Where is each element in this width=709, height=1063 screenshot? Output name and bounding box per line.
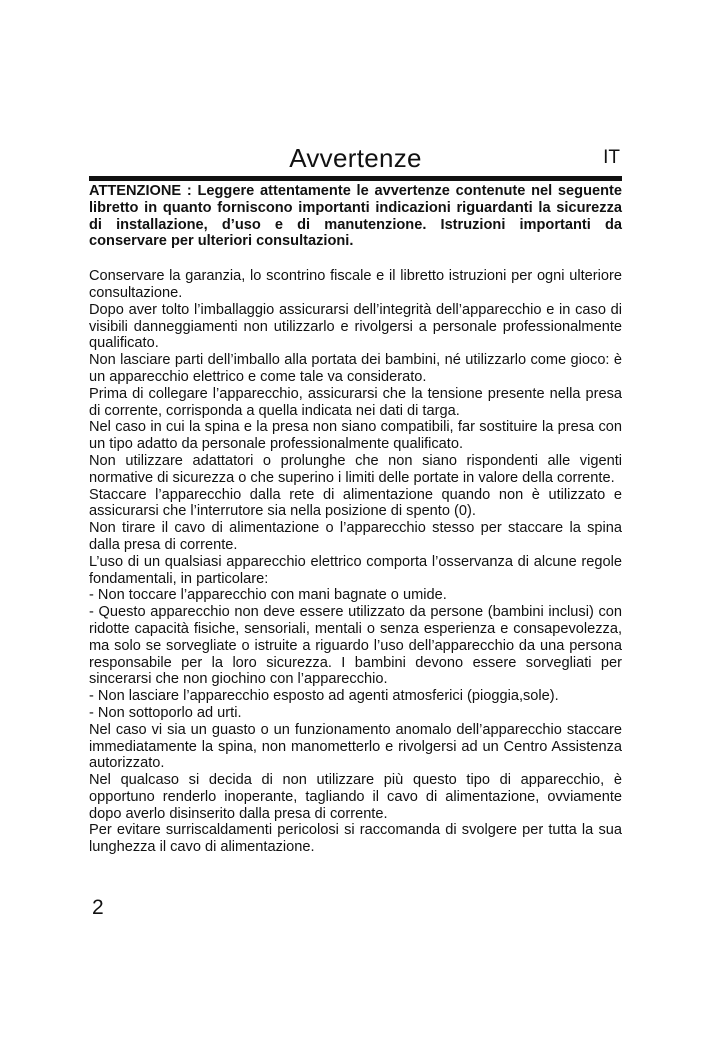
list-item: - Questo apparecchio non deve essere utilizzato da persone (bambini inclusi) con ridotte capacità fisiche, sensoriali, mentali o senza esperienza e consapevolezza, ma solo se sorvegliate o istruite a riguardo l’uso dell’apparecchio da una persona responsabile per la loro sicurezza. I bambini devono essere sorvegliati per sincerarsi che non giochino con l’apparecchio. [89, 604, 622, 688]
paragraph: Nel qualcaso si decida di non utilizzare più questo tipo di apparecchio, è opportuno renderlo inoperante, tagliando il cavo di alimentazione, ovviamente dopo averlo disinserito dalla presa di corrente. [89, 772, 622, 822]
paragraph: Staccare l’apparecchio dalla rete di alimentazione quando non è utilizzato e assicurarsi che l’interrutore sia nella posizione di spento (0). [89, 486, 622, 520]
paragraph: Prima di collegare l’apparecchio, assicurarsi che la tensione presente nella presa di corrente, corrisponda a quella indicata nei dati di targa. [89, 385, 622, 419]
list-item: - Non sottoporlo ad urti. [89, 704, 242, 721]
paragraph: Non utilizzare adattatori o prolunghe che non siano rispondenti alle vigenti normative di sicurezza o che superino i limiti delle portate in valore della corrente. [89, 452, 622, 486]
list-item: - Non lasciare l’apparecchio esposto ad agenti atmosferici (pioggia,sole). [89, 688, 559, 705]
paragraph: Non lasciare parti dell’imballo alla portata dei bambini, né utilizzarlo come gioco: è un apparecchio elettrico e come tale va considerato. [89, 352, 622, 385]
page-title: Avvertenze [289, 143, 422, 173]
paragraph: Per evitare surriscaldamenti pericolosi si raccomanda di svolgere per tutta la sua lunghezza il cavo di alimentazione. [89, 822, 622, 856]
list-item: - Non toccare l’apparecchio con mani bagnate o umide. [89, 587, 447, 604]
paragraph: Non tirare il cavo di alimentazione o l’apparecchio stesso per staccare la spina dalla presa di corrente. [89, 520, 622, 553]
header-rule [89, 176, 622, 181]
paragraph: Conservare la garanzia, lo scontrino fiscale e il libretto istruzioni per ogni ulteriore consultazione. [89, 268, 622, 301]
page-header [89, 140, 622, 176]
language-code: IT [603, 147, 620, 168]
paragraph: Nel caso vi sia un guasto o un funzionamento anomalo dell’apparecchio staccare immediatamente la spina, non manometterlo e rivolgersi ad un Centro Assistenza autorizzato. [89, 721, 622, 772]
paragraph: Dopo aver tolto l’imballaggio assicurarsi dell’integrità dell’apparecchio e in caso di visibili danneggiamenti non utilizzarlo e rivolgersi a personale professionalmente qualificato. [89, 301, 622, 352]
paragraph: L’uso di un qualsiasi apparecchio elettrico comporta l’osservanza di alcune regole fondamentali, in particolare: [89, 553, 622, 587]
page-number: 2 [92, 896, 104, 919]
warnings-body [89, 183, 622, 856]
attention-warning: ATTENZIONE : Leggere attentamente le avvertenze contenute nel seguente libretto in quanto forniscono importanti indicazioni riguardanti la sicurezza di installazione, d’uso e di manutenzione. Istruzioni importanti da conservare per ulteriori consultazioni. [89, 183, 622, 250]
paragraph: Nel caso in cui la spina e la presa non siano compatibili, far sostituire la presa con un tipo adatto da personale professionalmente qualificato. [89, 419, 622, 453]
